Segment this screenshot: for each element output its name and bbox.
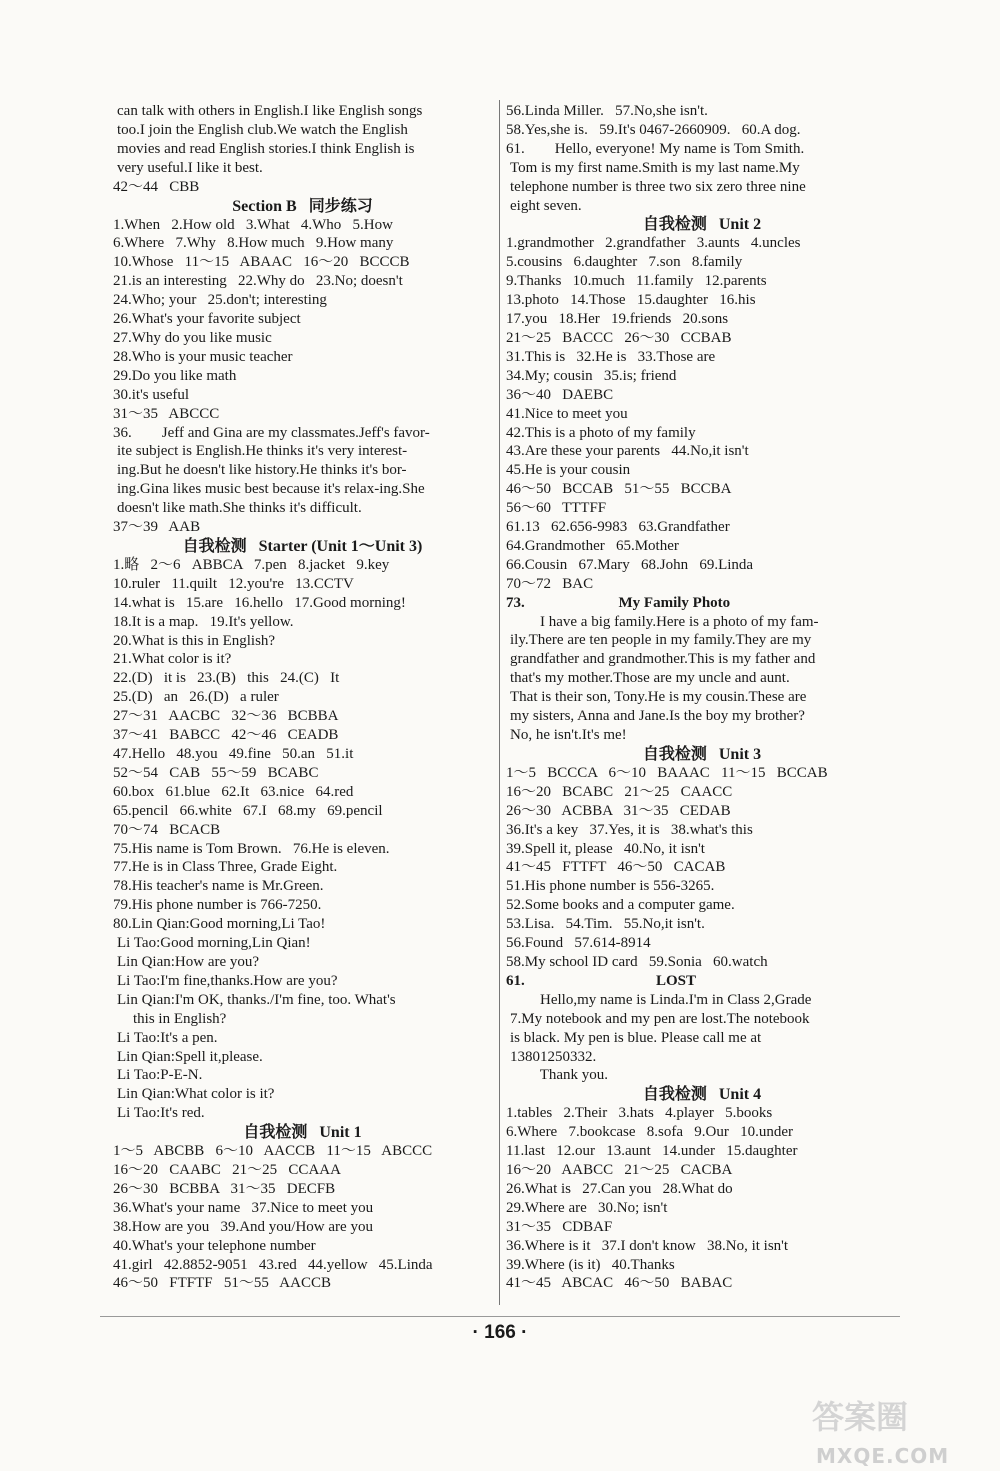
answer-line: 16～20 BCABC 21～25 CAACC: [506, 783, 733, 800]
answer-line: doesn't like math.She thinks it's difficult.: [117, 500, 362, 517]
answer-line: 9.Thanks 10.much 11.family 12.parents: [506, 273, 767, 290]
answer-line: 36.What's your name 37.Nice to meet you: [113, 1199, 374, 1216]
answer-line: 52.Some books and a computer game.: [506, 897, 735, 914]
section-heading: Section B 同步练习: [232, 197, 373, 215]
answer-line: 80.Lin Qian:Good morning,Li Tao!: [113, 916, 326, 933]
answer-line: this in English?: [133, 1010, 227, 1027]
answer-line: 6.Where 7.Why 8.How much 9.How many: [113, 235, 394, 252]
answer-line: 60.box 61.blue 62.It 63.nice 64.red: [113, 783, 354, 800]
answer-line: 10.Whose 11～15 ABAAC 16～20 BCCCB: [113, 254, 410, 271]
answer-line: can talk with others in English.I like English songs: [117, 103, 423, 119]
answer-line: 75.His name is Tom Brown. 76.He is eleven.: [113, 840, 390, 857]
answer-line: I have a big family.Here is a photo of my fam-: [510, 613, 819, 630]
answer-line: Li Tao:I'm fine,thanks.How are you?: [117, 972, 338, 989]
answer-line: 1.tables 2.Their 3.hats 4.player 5.books: [506, 1105, 773, 1122]
answer-line: 56.Linda Miller. 57.No,she isn't.: [506, 103, 708, 119]
answer-line: 78.His teacher's name is Mr.Green.: [113, 878, 324, 895]
answer-line: 26.What's your favorite subject: [113, 311, 301, 328]
answer-line: 36. Jeff and Gina are my classmates.Jeff's favor-: [113, 424, 430, 441]
answer-line: 64.Grandmother 65.Mother: [506, 537, 679, 554]
answer-line: ing.Gina likes music best because it's relax-ing.She: [117, 481, 425, 498]
answer-line: 53.Lisa. 54.Tim. 55.No,it isn't.: [506, 916, 705, 933]
answer-line: ily.There are ten people in my family.They are my: [510, 632, 812, 649]
answer-line: Li Tao:P-E-N.: [117, 1067, 203, 1084]
answer-line: 21～25 BACCC 26～30 CCBAB: [506, 329, 732, 346]
answer-line: 38.How are you 39.And you/How are you: [113, 1218, 373, 1235]
answer-line: 1～5 BCCCA 6～10 BAAAC 11～15 BCCAB: [506, 764, 828, 781]
answer-line: 18.It is a map. 19.It's yellow.: [113, 613, 294, 630]
column-divider: [499, 100, 500, 1305]
section-heading: 自我检测 Unit 1: [243, 1124, 362, 1142]
answer-line: my sisters, Anna and Jane.Is the boy my brother?: [510, 708, 805, 725]
answer-line: 41～45 ABCAC 46～50 BABAC: [506, 1275, 733, 1292]
answer-line: 28.Who is your music teacher: [113, 348, 293, 365]
answer-line: 51.His phone number is 556-3265.: [506, 878, 715, 895]
answer-line: 42.This is a photo of my family: [506, 424, 696, 441]
answer-line: that's my mother.Those are my uncle and aunt.: [510, 670, 790, 687]
answer-line: Hello,my name is Linda.I'm in Class 2,Grade: [510, 991, 812, 1008]
answer-line: 37～41 BABCC 42～46 CEADB: [113, 727, 339, 744]
answer-line: 65.pencil 66.white 67.I 68.my 69.pencil: [113, 802, 383, 819]
answer-line: 46～50 BCCAB 51～55 BCCBA: [506, 481, 732, 498]
answer-line: 58.My school ID card 59.Sonia 60.watch: [506, 953, 768, 970]
answer-line: 79.His phone number is 766-7250.: [113, 897, 322, 914]
answer-line: 26～30 BCBBA 31～35 DECFB: [113, 1180, 336, 1197]
answer-line: 20.What is this in English?: [113, 632, 276, 649]
answer-line: 61.13 62.656-9983 63.Grandfather: [506, 519, 730, 536]
answer-line: 70～72 BAC: [506, 575, 594, 592]
answer-line: 30.it's useful: [113, 386, 190, 403]
answer-line: 46～50 FTFTF 51～55 AACCB: [113, 1275, 331, 1292]
answer-line: 66.Cousin 67.Mary 68.John 69.Linda: [506, 556, 754, 573]
answer-line: No, he isn't.It's me!: [510, 727, 627, 743]
answer-line: Li Tao:It's a pen.: [117, 1029, 218, 1046]
answer-line: too.I join the English club.We watch the English: [117, 121, 408, 138]
answer-line: 56.Found 57.614-8914: [506, 935, 651, 952]
answer-line: 39.Where (is it) 40.Thanks: [506, 1256, 675, 1273]
answer-line: 16～20 CAABC 21～25 CCAAA: [113, 1162, 341, 1179]
answer-line: ite subject is English.He thinks it's very interest-: [117, 443, 408, 460]
answer-line: 37～39 AAB: [113, 519, 201, 536]
answer-line: 24.Who; your 25.don't; interesting: [113, 292, 327, 309]
answer-line: 41.Nice to meet you: [506, 405, 628, 422]
answer-line: 16～20 AABCC 21～25 CACBA: [506, 1162, 733, 1179]
answer-line: 61. Hello, everyone! My name is Tom Smith.: [506, 140, 805, 157]
answer-line: eight seven.: [510, 197, 582, 214]
answer-line: 40.What's your telephone number: [113, 1237, 316, 1254]
answer-line: 26～30 ACBBA 31～35 CEDAB: [506, 802, 731, 819]
section-heading: 自我检测 Unit 4: [642, 1086, 762, 1104]
answer-line: 58.Yes,she is. 59.It's 0467-2660909. 60.A dog.: [506, 121, 801, 138]
answer-line: Li Tao:It's red.: [117, 1105, 205, 1122]
watermark-text-cn: 答案圈: [812, 1398, 909, 1436]
section-heading: 自我检测 Unit 3: [642, 745, 762, 763]
answer-line: 10.ruler 11.quilt 12.you're 13.CCTV: [113, 575, 354, 592]
answer-line: 77.He is in Class Three, Grade Eight.: [113, 859, 338, 876]
answer-line: 13801250332.: [510, 1048, 597, 1065]
answer-line: 73. My Family Photo: [506, 594, 731, 611]
answer-line: 29.Do you like math: [113, 367, 237, 384]
answer-line: 36.Where is it 37.I don't know 38.No, it isn't: [506, 1237, 789, 1254]
answer-line: 36～40 DAEBC: [506, 386, 614, 403]
answer-line: 61. LOST: [506, 972, 697, 989]
answer-line: 42～44 CBB: [113, 178, 200, 195]
answer-line: 25.(D) an 26.(D) a ruler: [113, 689, 279, 706]
answer-line: Lin Qian:Spell it,please.: [117, 1048, 263, 1065]
answer-line: 27.Why do you like music: [113, 329, 272, 346]
answer-line: 29.Where are 30.No; isn't: [506, 1199, 668, 1216]
answer-line: grandfather and grandmother.This is my father and: [510, 651, 816, 668]
answer-line: Lin Qian:What color is it?: [117, 1086, 275, 1103]
section-heading: 自我检测 Unit 2: [642, 216, 762, 234]
answer-line: Li Tao:Good morning,Lin Qian!: [117, 935, 311, 952]
answer-line: 5.cousins 6.daughter 7.son 8.family: [506, 254, 743, 271]
answer-line: 31～35 CDBAF: [506, 1218, 613, 1235]
answer-line: movies and read English stories.I think English is: [117, 140, 415, 157]
answer-line: telephone number is three two six zero three nine: [510, 178, 806, 195]
answer-line: 56～60 TTTFF: [506, 500, 607, 517]
answer-line: 14.what is 15.are 16.hello 17.Good morning!: [113, 594, 406, 611]
answer-line: 47.Hello 48.you 49.fine 50.an 51.it: [113, 746, 354, 762]
right-column: [506, 102, 898, 1293]
answer-line: 7.My notebook and my pen are lost.The notebook: [510, 1010, 810, 1027]
answer-line: very useful.I like it best.: [117, 159, 263, 176]
watermark-logo: [800, 1392, 990, 1468]
answer-line: 36.It's a key 37.Yes, it is 38.what's this: [506, 821, 753, 838]
answer-line: 27～31 AACBC 32～36 BCBBA: [113, 708, 339, 725]
answer-line: Lin Qian:I'm OK, thanks./I'm fine, too. What's: [117, 991, 396, 1008]
answer-line: 11.last 12.our 13.aunt 14.under 15.daughter: [506, 1143, 798, 1160]
answer-line: 45.He is your cousin: [506, 462, 631, 479]
watermark-text-en: MXQE.COM: [816, 1444, 950, 1468]
answer-line: 34.My; cousin 35.is; friend: [506, 367, 677, 384]
answer-line: 6.Where 7.bookcase 8.sofa 9.Our 10.under: [506, 1124, 793, 1141]
answer-line: 31.This is 32.He is 33.Those are: [506, 348, 716, 365]
answer-line: 1～5 ABCBB 6～10 AACCB 11～15 ABCCC: [113, 1143, 433, 1160]
answer-line: 26.What is 27.Can you 28.What do: [506, 1180, 733, 1197]
answer-line: 22.(D) it is 23.(B) this 24.(C) It: [113, 670, 340, 687]
answer-line: is black. My pen is blue. Please call me at: [510, 1029, 762, 1046]
page-number: · 166 ·: [472, 1322, 528, 1343]
answer-line: 31～35 ABCCC: [113, 405, 220, 422]
answer-line: 13.photo 14.Those 15.daughter 16.his: [506, 292, 756, 309]
answer-line: Thank you.: [510, 1067, 609, 1084]
answer-line: 52～54 CAB 55～59 BCABC: [113, 764, 319, 781]
answer-line: ing.But he doesn't like history.He thinks it's bor-: [117, 462, 407, 479]
footer-rule: [100, 1316, 900, 1317]
answer-line: 39.Spell it, please 40.No, it isn't: [506, 840, 705, 857]
answer-line: 43.Are these your parents 44.No,it isn't: [506, 443, 749, 460]
answer-line: That is their son, Tony.He is my cousin.These are: [510, 689, 807, 706]
answer-line: 70～74 BCACB: [113, 821, 221, 838]
answer-line: 1.When 2.How old 3.What 4.Who 5.How: [113, 216, 393, 233]
answer-line: 1.略 2～6 ABBCA 7.pen 8.jacket 9.key: [113, 556, 390, 573]
answer-line: 41～45 FTTFT 46～50 CACAB: [506, 859, 726, 876]
left-column: [113, 102, 492, 1293]
answer-line: 17.you 18.Her 19.friends 20.sons: [506, 311, 729, 328]
section-heading: 自我检测 Starter (Unit 1～Unit 3): [182, 537, 423, 555]
answer-line: 21.is an interesting 22.Why do 23.No; doesn't: [113, 273, 403, 290]
answer-line: Lin Qian:How are you?: [117, 953, 260, 970]
answer-line: 21.What color is it?: [113, 651, 232, 668]
answer-line: Tom is my first name.Smith is my last name.My: [510, 159, 800, 176]
answer-line: 1.grandmother 2.grandfather 3.aunts 4.uncles: [506, 235, 801, 252]
answer-line: 41.girl 42.8852-9051 43.red 44.yellow 45.Linda: [113, 1256, 433, 1273]
